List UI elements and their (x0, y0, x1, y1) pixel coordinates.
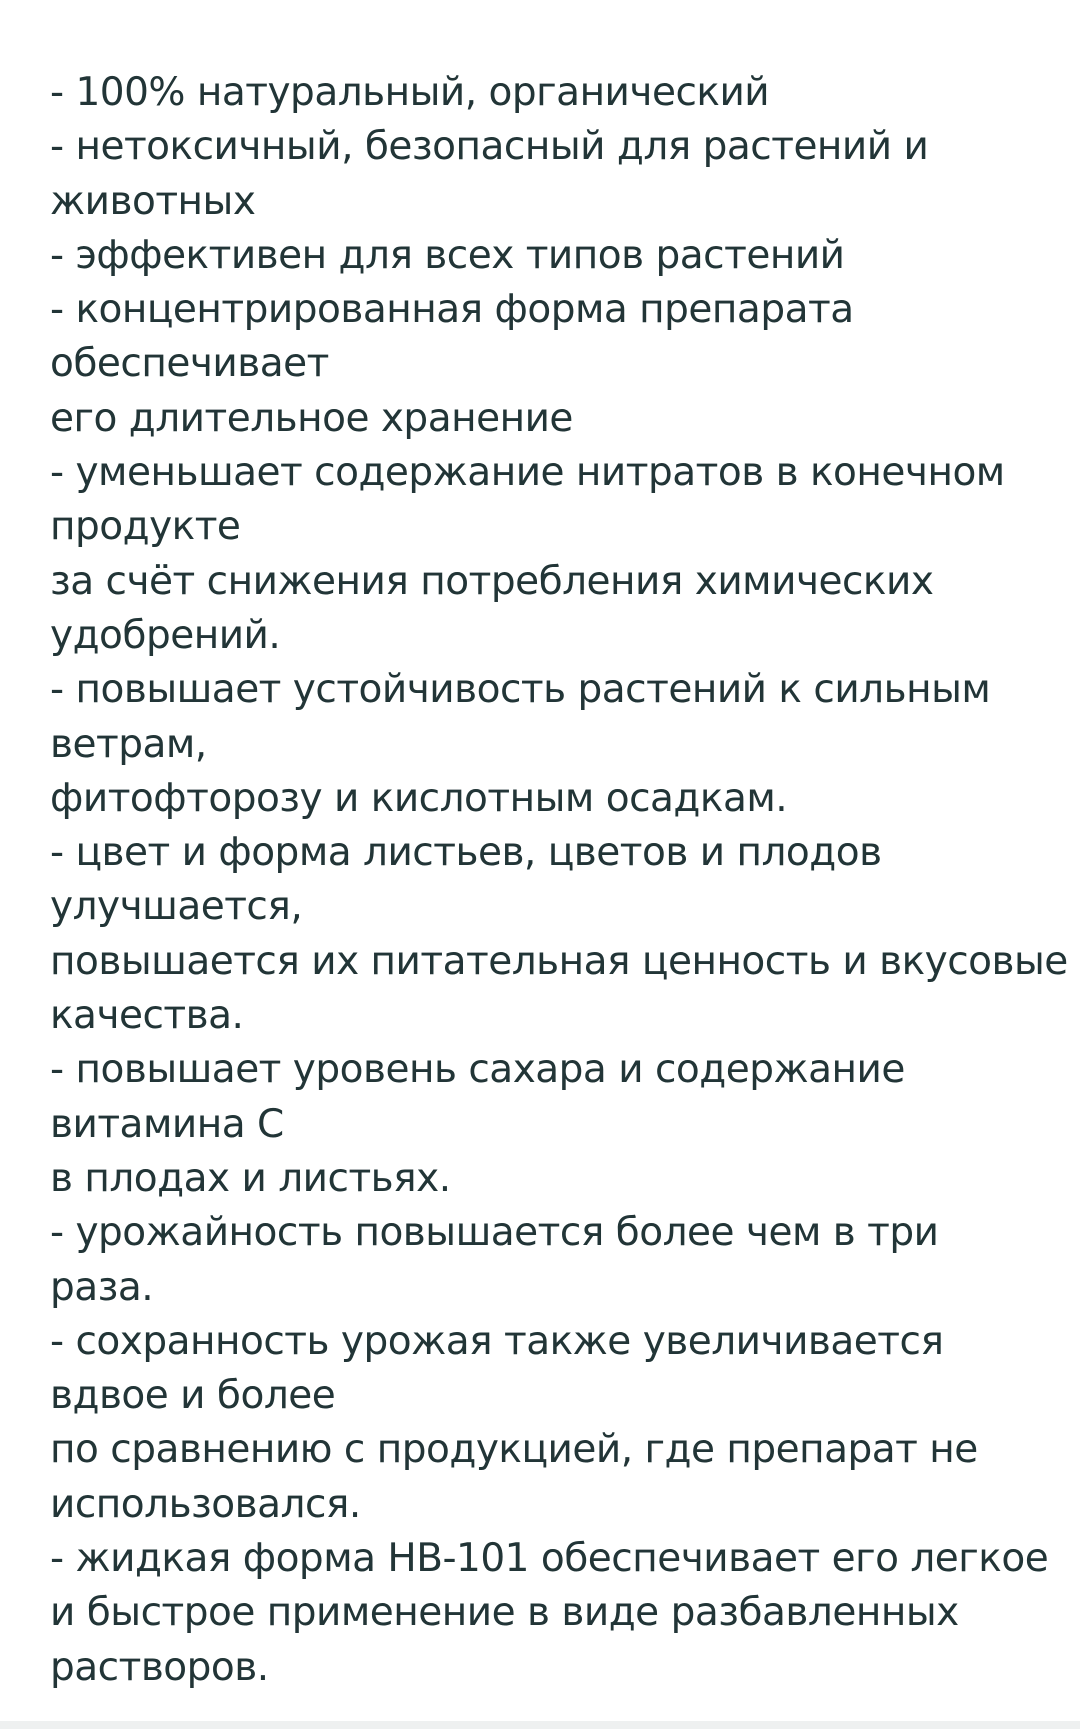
description-line: обеспечивает (50, 341, 329, 387)
description-line: - повышает устойчивость растений к сильным (50, 667, 991, 713)
description-line: - урожайность повышается более чем в три (50, 1210, 939, 1256)
description-line: улучшается, (50, 884, 303, 930)
description-line: раза. (50, 1264, 154, 1310)
description-line: использовался. (50, 1481, 361, 1527)
description-line: - концентрированная форма препарата (50, 287, 854, 333)
description-line: повышается их питательная ценность и вкусовые (50, 938, 1068, 984)
description-line: растворов. (50, 1644, 269, 1690)
description-line: - уменьшает содержание нитратов в конечном (50, 450, 1005, 496)
description-line: - 100% натуральный, органический (50, 70, 770, 115)
description-line: в плодах и листьях. (50, 1155, 451, 1201)
description-line: - эффективен для всех типов растений (50, 232, 845, 278)
description-line: качества. (50, 993, 244, 1039)
description-line: фитофторозу и кислотным осадкам. (50, 775, 788, 821)
description-line: и быстрое применение в виде разбавленных (50, 1590, 959, 1636)
description-line: вдвое и более (50, 1373, 336, 1419)
description-line: удобрений. (50, 612, 281, 658)
description-line: за счёт снижения потребления химических (50, 558, 934, 604)
description-line: - сохранность урожая также увеличивается (50, 1318, 944, 1364)
description-line: его длительное хранение (50, 395, 573, 441)
description-line: - нетоксичный, безопасный для растений и (50, 124, 929, 170)
bottom-divider (0, 1721, 1080, 1729)
description-line: - жидкая форма HB-101 обеспечивает его легкое (50, 1536, 1049, 1582)
description-line: - цвет и форма листьев, цветов и плодов (50, 830, 882, 876)
description-line: витамина С (50, 1101, 284, 1147)
description-line: ветрам, (50, 721, 207, 767)
product-description (50, 66, 1068, 1695)
description-line: по сравнению с продукцией, где препарат не (50, 1427, 978, 1473)
description-line: продукте (50, 504, 241, 550)
description-line: животных (50, 178, 256, 224)
description-line: - повышает уровень сахара и содержание (50, 1047, 905, 1093)
